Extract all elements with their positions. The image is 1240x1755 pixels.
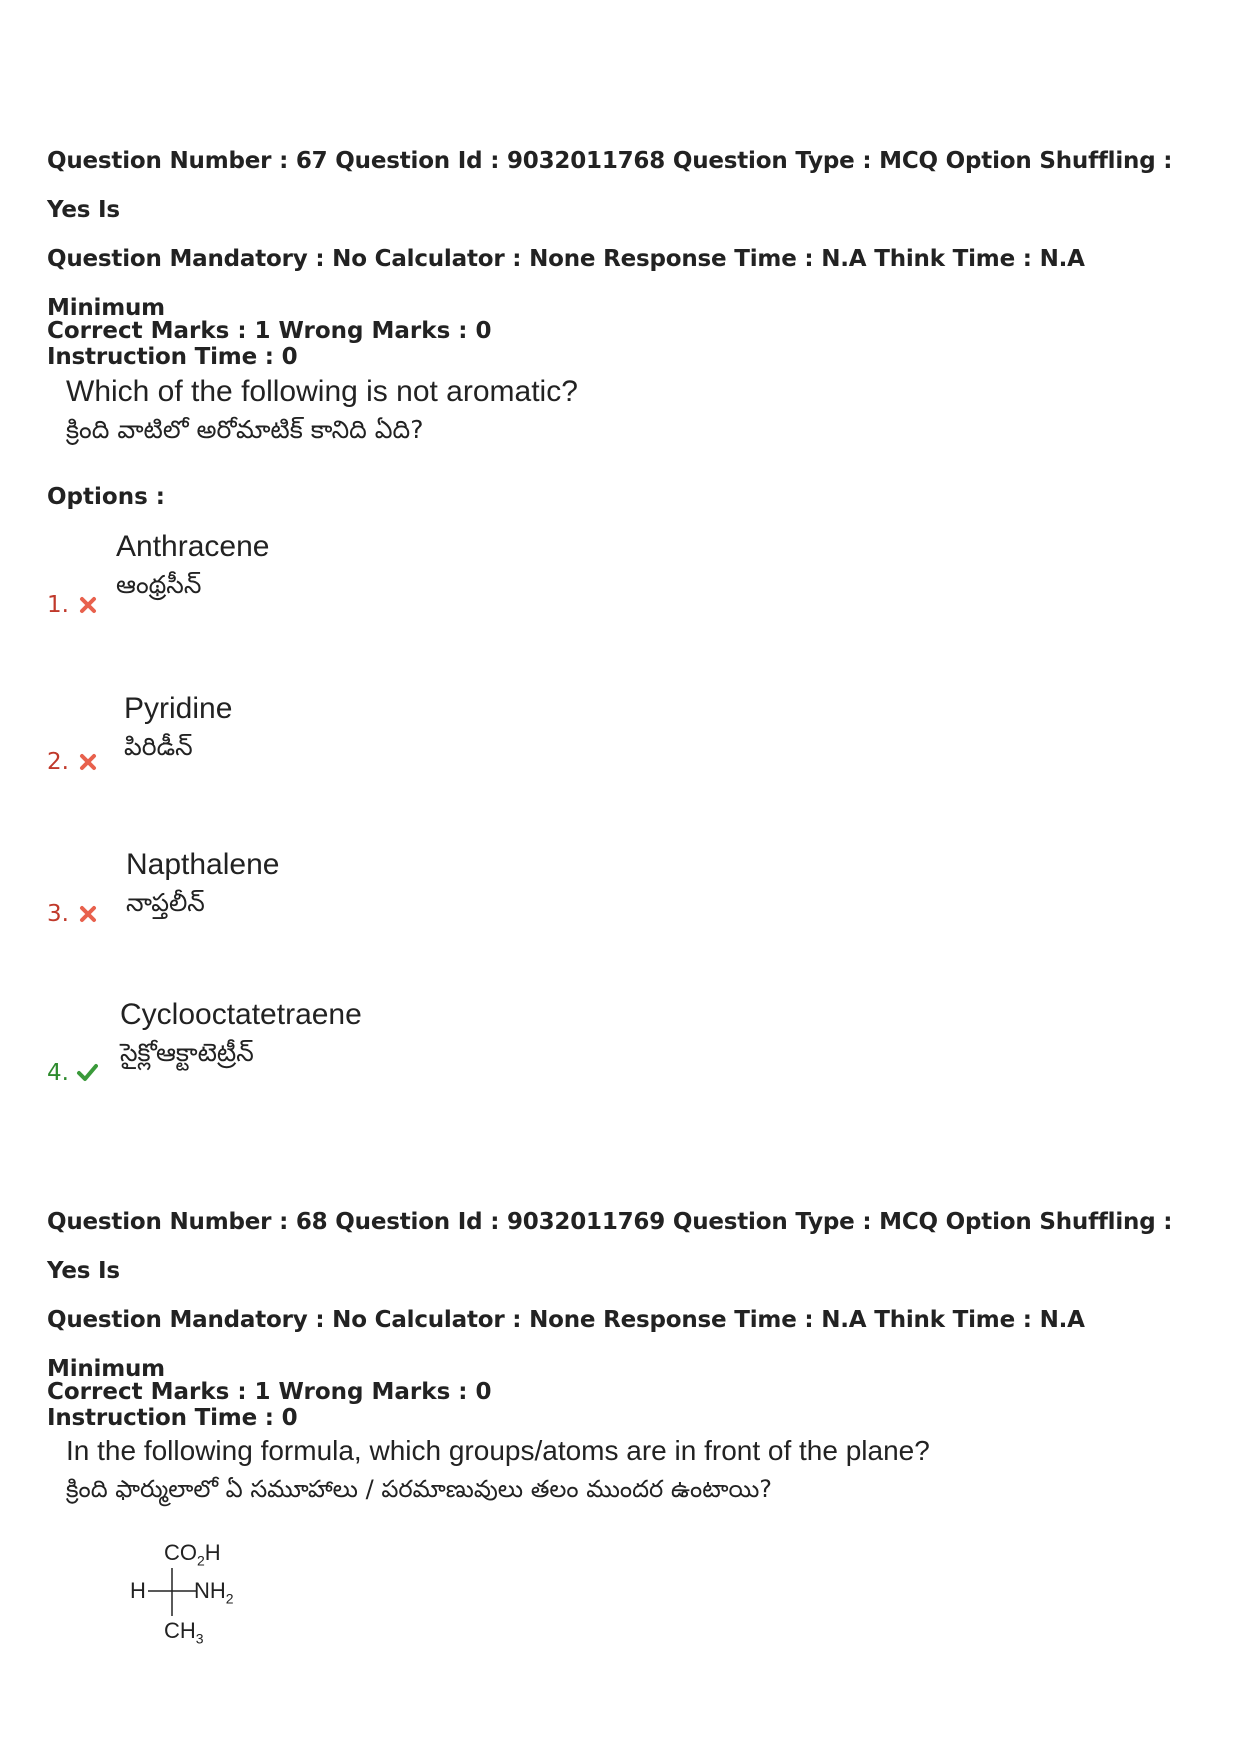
option-1-text: [116, 528, 269, 604]
option-label-te: నాప్తలీన్: [126, 888, 205, 917]
option-1-number: 1.: [47, 592, 69, 618]
formula-left-atom: H: [130, 1578, 146, 1603]
formula-top-group: $CO_2H$: [164, 1540, 221, 1569]
formula-bottom-group: $CH_3$: [164, 1618, 204, 1647]
question-68-meta: [47, 1198, 1207, 1443]
option-3-number: 3.: [47, 901, 69, 927]
check-icon: [76, 1061, 98, 1083]
meta-line: Question Number : 68 Question Id : 9032011769 Question Type : MCQ Option Shuffling : Yes Is: [47, 1209, 1173, 1284]
meta-line: Question Mandatory : No Calculator : None Response Time : N.A Think Time : N.A Minimum: [47, 246, 1085, 321]
options-label: Options :: [47, 484, 165, 510]
option-2-text: [124, 690, 232, 766]
option-label-te: ఆంథ్రసీన్: [116, 570, 202, 599]
option-4-text: [120, 996, 362, 1072]
question-67-text: [66, 373, 578, 449]
cross-icon: [77, 903, 99, 925]
option-label-te: పిరిడీన్: [124, 732, 193, 761]
cross-icon: [77, 751, 99, 773]
option-2-number: 2.: [47, 749, 69, 775]
question-68-text: [66, 1432, 930, 1508]
meta-line: Instruction Time : 0: [47, 344, 298, 370]
option-label-en: Cyclooctatetraene: [120, 998, 362, 1031]
option-label-te: సైక్లోఆక్టాటెట్రీన్: [120, 1038, 254, 1067]
fischer-projection-formula: [128, 1540, 258, 1650]
formula-right-group: $NH_2$: [194, 1578, 234, 1607]
question-text-en: In the following formula, which groups/atoms are in front of the plane?: [66, 1435, 930, 1466]
formula-bond-cross: [128, 1540, 258, 1650]
option-label-en: Anthracene: [116, 530, 270, 563]
question-text-en: Which of the following is not aromatic?: [66, 375, 578, 408]
option-3-text: [126, 846, 279, 922]
option-label-en: Napthalene: [126, 848, 280, 881]
meta-line: Question Number : 67 Question Id : 9032011768 Question Type : MCQ Option Shuffling : Yes Is: [47, 148, 1173, 223]
option-label-en: Pyridine: [124, 692, 233, 725]
question-text-te: క్రింది ఫార్ములాలో ఏ సమూహాలు / పరమాణువులు తలం ముందర ఉంటాయి?: [66, 1475, 773, 1503]
meta-line: Instruction Time : 0: [47, 1405, 298, 1431]
meta-line: Question Mandatory : No Calculator : None Response Time : N.A Think Time : N.A Minimum: [47, 1307, 1085, 1382]
question-68-marks: Correct Marks : 1 Wrong Marks : 0: [47, 1379, 492, 1405]
question-67-meta: [47, 137, 1207, 382]
cross-icon: [77, 594, 99, 616]
question-67-marks: Correct Marks : 1 Wrong Marks : 0: [47, 318, 492, 344]
question-text-te: క్రింది వాటిలో అరోమాటిక్ కానిది ఏది?: [66, 415, 424, 444]
option-4-number: 4.: [47, 1060, 69, 1086]
